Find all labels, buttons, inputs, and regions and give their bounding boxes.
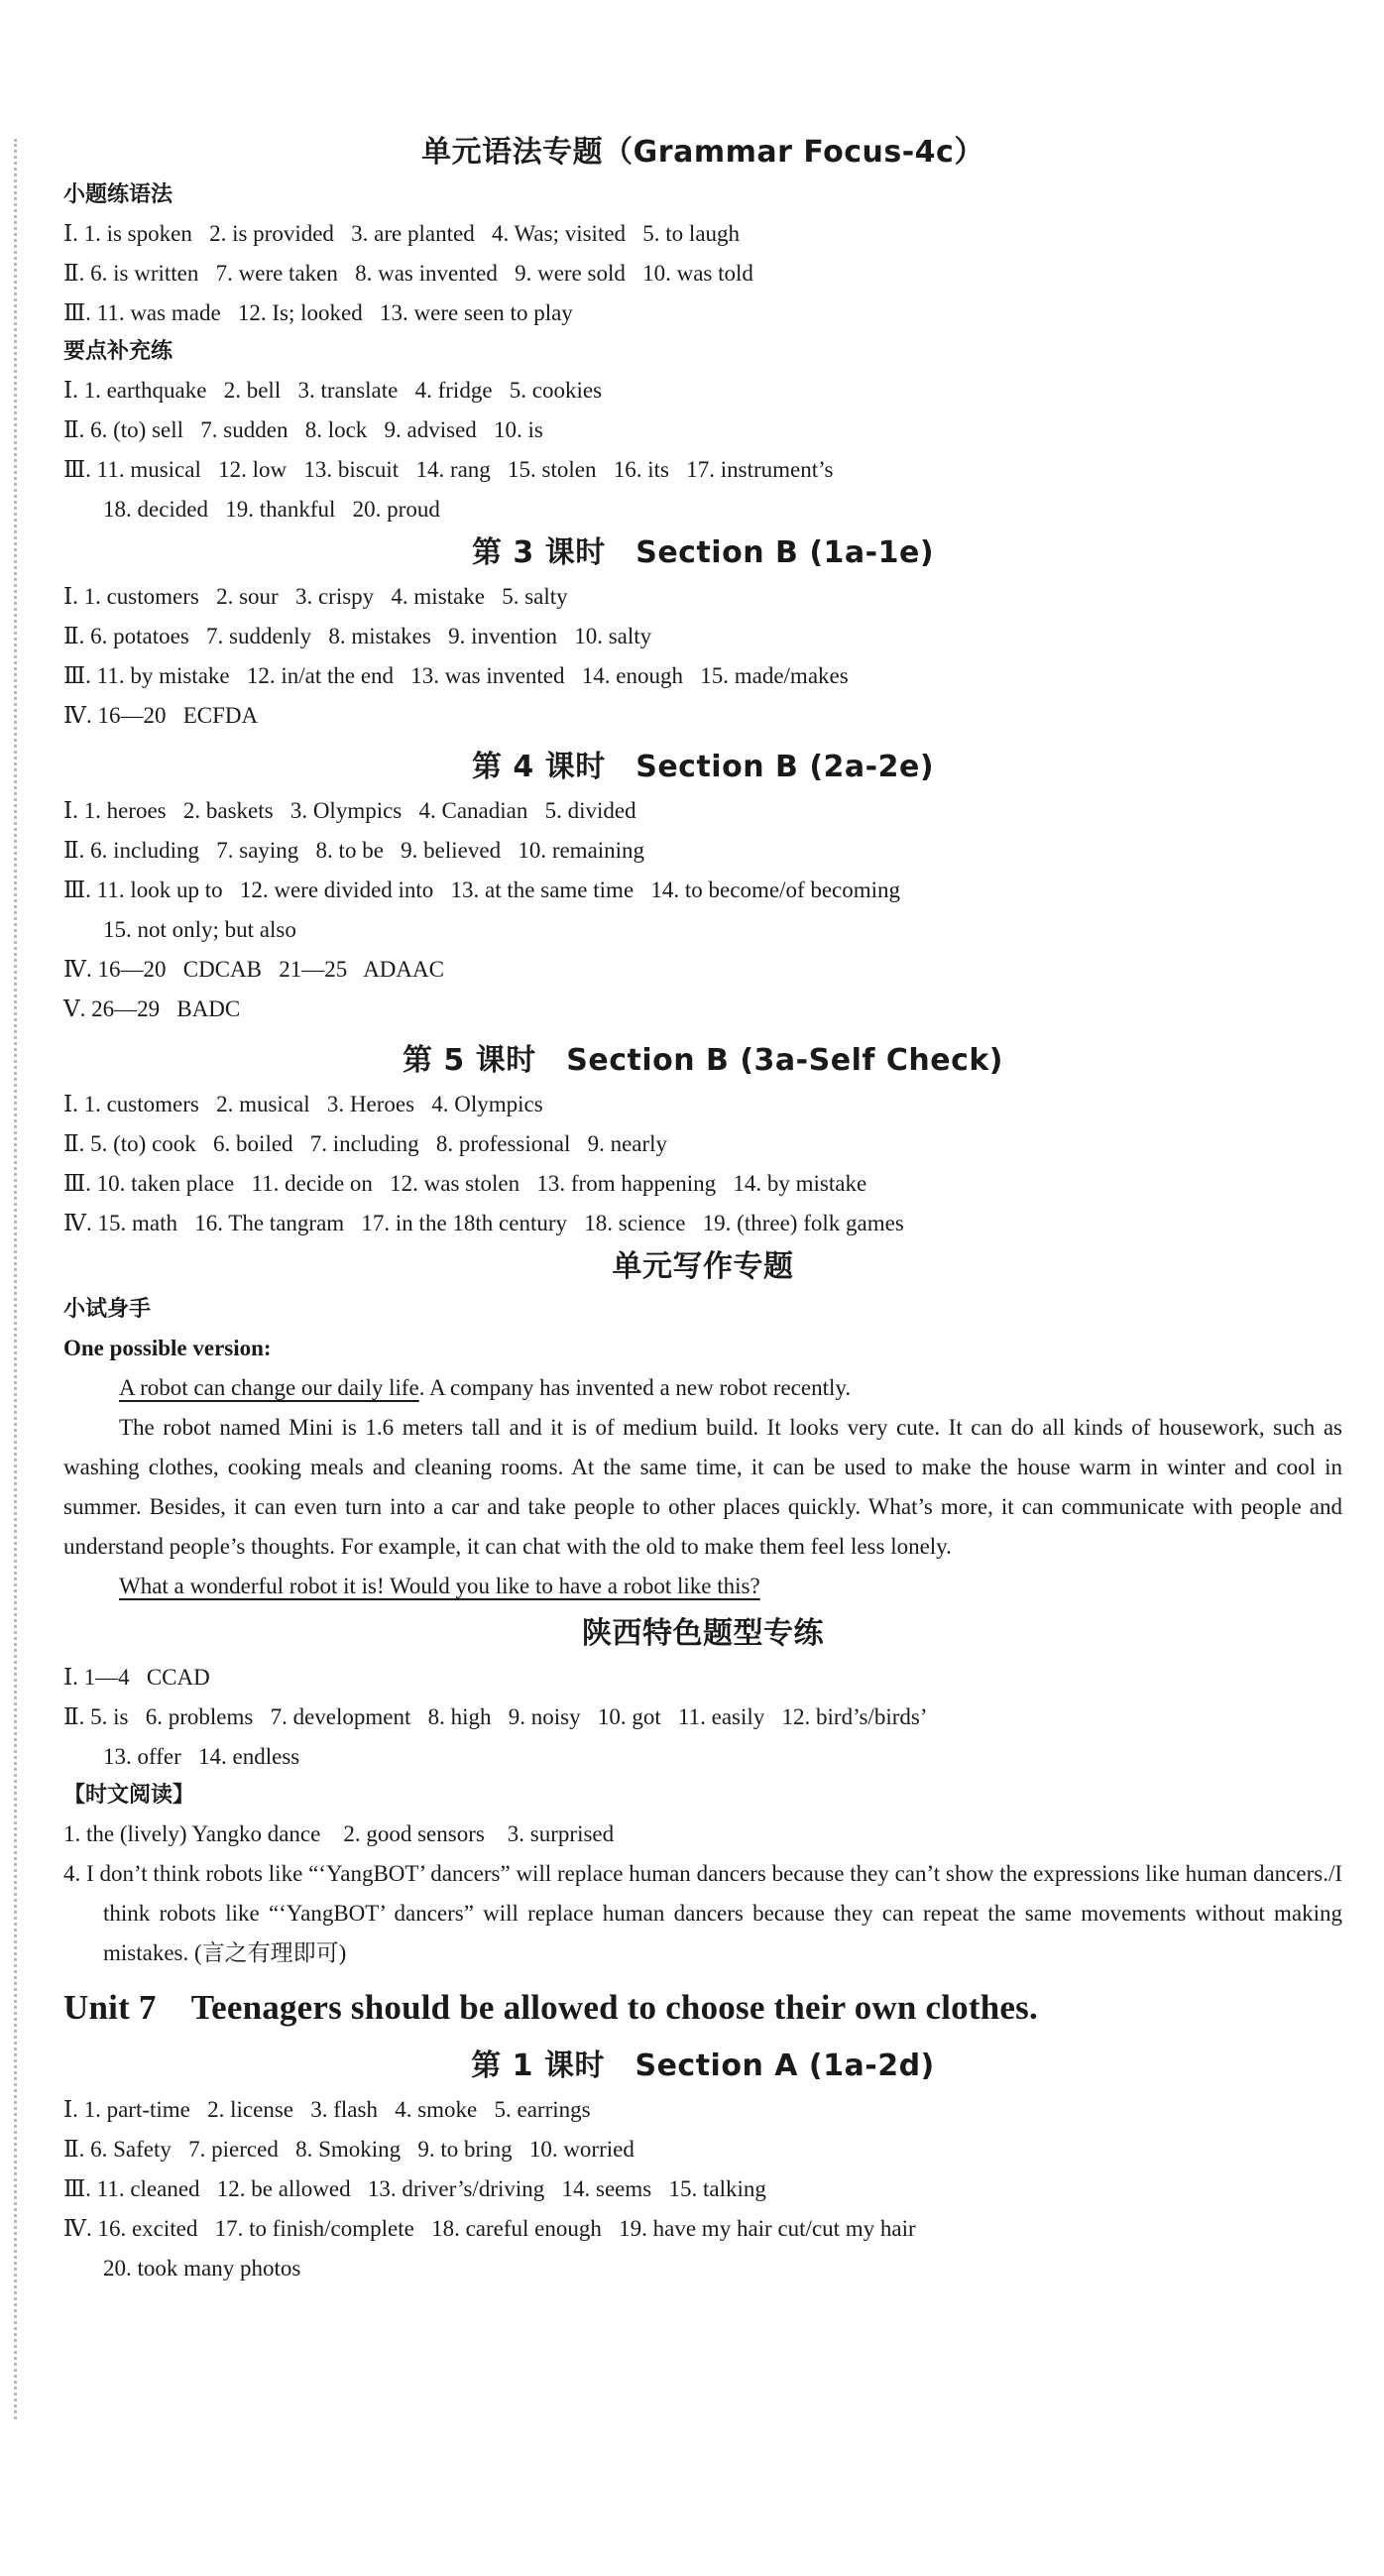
answer-line: 1. the (lively) Yangko dance 2. good sensors 3. surprised (63, 1821, 615, 1846)
answer-line: Ⅰ. 1. customers 2. sour 3. crispy 4. mistake 5. salty (63, 584, 568, 609)
binding-dotted-line (14, 139, 17, 2419)
grammar-focus-title: 单元语法专题（Grammar Focus-4c） (421, 135, 984, 170)
answer-line: Ⅰ. 1. earthquake 2. bell 3. translate 4. fridge 5. cookies (63, 378, 603, 403)
essay-paragraph-2: The robot named Mini is 1.6 meters tall and it is of medium build. It looks very cute. It can do all kinds of housework, such as washing clothes, cooking meals and cleaning rooms. At the same time, it can be used to make the house warm in winter and cool in summer. Besides, it can even turn into a car and take people to other places quickly. What’s more, it can communicate with people and understand people’s thoughts. For example, it can chat with the old to make them feel less lonely. (63, 1415, 1342, 1559)
answer-line: Ⅲ. 10. taken place 11. decide on 12. was stolen 13. from happening 14. by mistake (63, 1171, 867, 1196)
answer-line-continued: 15. not only; but also (103, 917, 296, 942)
unit-7-lesson-1-title: 第 1 课时 Section A (1a-2d) (471, 2049, 935, 2083)
lesson-5-title: 第 5 课时 Section B (3a-Self Check) (402, 1043, 1004, 1078)
answer-line: Ⅲ. 11. musical 12. low 13. biscuit 14. rang 15. stolen 16. its 17. instrument’s (63, 457, 834, 482)
essay-paragraph-1-rest: . A company has invented a new robot recently. (418, 1375, 852, 1400)
lesson-3-title: 第 3 课时 Section B (1a-1e) (471, 535, 935, 570)
answer-line: Ⅰ. 1. is spoken 2. is provided 3. are planted 4. Was; visited 5. to laugh (63, 221, 741, 246)
answer-line: Ⅳ. 16—20 CDCAB 21—25 ADAAC (63, 957, 444, 982)
answer-line: Ⅱ. 6. Safety 7. pierced 8. Smoking 9. to bring 10. worried (63, 2137, 634, 2162)
answer-line-continued: 18. decided 19. thankful 20. proud (103, 497, 440, 522)
answer-paragraph-4: 4. I don’t think robots like “‘YangBOT’ dancers” will replace human dancers because they can’t show the expressions like human dancers./I think robots like “‘YangBOT’ dancers” will replace human dancers because they can repeat the same movements without making mistakes. (言之有理即可) (63, 1861, 1342, 1965)
answer-page (63, 129, 1342, 2288)
answer-line: Ⅰ. 1. heroes 2. baskets 3. Olympics 4. Canadian 5. divided (63, 798, 636, 823)
essay-paragraph-3 (63, 1567, 1342, 1606)
writing-title: 单元写作专题 (612, 1249, 794, 1284)
unit-7-title: Unit 7 Teenagers should be allowed to choose their own clothes. (63, 1988, 1038, 2027)
answer-line-continued: 20. took many photos (103, 2256, 301, 2281)
possible-version-label: One possible version: (63, 1336, 272, 1360)
answer-line: Ⅲ. 11. cleaned 12. be allowed 13. driver’s/driving 14. seems 15. talking (63, 2176, 766, 2201)
essay-paragraph-1 (63, 1368, 1342, 1408)
answer-line: Ⅰ. 1. customers 2. musical 3. Heroes 4. Olympics (63, 1092, 543, 1116)
answer-line: Ⅱ. 6. including 7. saying 8. to be 9. believed 10. remaining (63, 838, 645, 863)
lesson-4-title: 第 4 课时 Section B (2a-2e) (471, 750, 935, 784)
answer-line: Ⅰ. 1. part-time 2. license 3. flash 4. smoke 5. earrings (63, 2097, 591, 2122)
answer-line: Ⅱ. 6. potatoes 7. suddenly 8. mistakes 9. invention 10. salty (63, 624, 652, 648)
subheading-try-it: 小试身手 (63, 1297, 152, 1322)
answer-line: Ⅳ. 15. math 16. The tangram 17. in the 18th century 18. science 19. (three) folk games (63, 1211, 904, 1235)
answer-line: Ⅱ. 6. (to) sell 7. sudden 8. lock 9. advised 10. is (63, 417, 543, 442)
answer-line: Ⅲ. 11. was made 12. Is; looked 13. were seen to play (63, 300, 573, 325)
subheading-current-reading: 【时文阅读】 (63, 1783, 195, 1808)
answer-line: Ⅳ. 16. excited 17. to finish/complete 18. careful enough 19. have my hair cut/cut my hair (63, 2216, 916, 2241)
answer-line: Ⅱ. 5. (to) cook 6. boiled 7. including 8. professional 9. nearly (63, 1131, 668, 1156)
answer-line-continued: 13. offer 14. endless (103, 1744, 300, 1769)
answer-line: Ⅴ. 26—29 BADC (63, 996, 241, 1021)
subheading-grammar-practice: 小题练语法 (63, 182, 173, 207)
subheading-key-points: 要点补充练 (63, 339, 173, 364)
answer-line: Ⅲ. 11. by mistake 12. in/at the end 13. was invented 14. enough 15. made/makes (63, 663, 849, 688)
answer-line: Ⅳ. 16—20 ECFDA (63, 703, 259, 728)
shaanxi-practice-title: 陕西特色题型专练 (582, 1616, 824, 1651)
answer-line: Ⅱ. 6. is written 7. were taken 8. was invented 9. were sold 10. was told (63, 261, 753, 286)
essay-closing-sentence: What a wonderful robot it is! Would you like to have a robot like this? (119, 1574, 760, 1598)
answer-line: Ⅰ. 1—4 CCAD (63, 1665, 210, 1690)
answer-line: Ⅱ. 5. is 6. problems 7. development 8. high 9. noisy 10. got 11. easily 12. bird’s/birds’ (63, 1704, 928, 1729)
essay-topic-sentence: A robot can change our daily life (119, 1375, 419, 1400)
answer-line: Ⅲ. 11. look up to 12. were divided into 13. at the same time 14. to become/of becoming (63, 878, 901, 902)
